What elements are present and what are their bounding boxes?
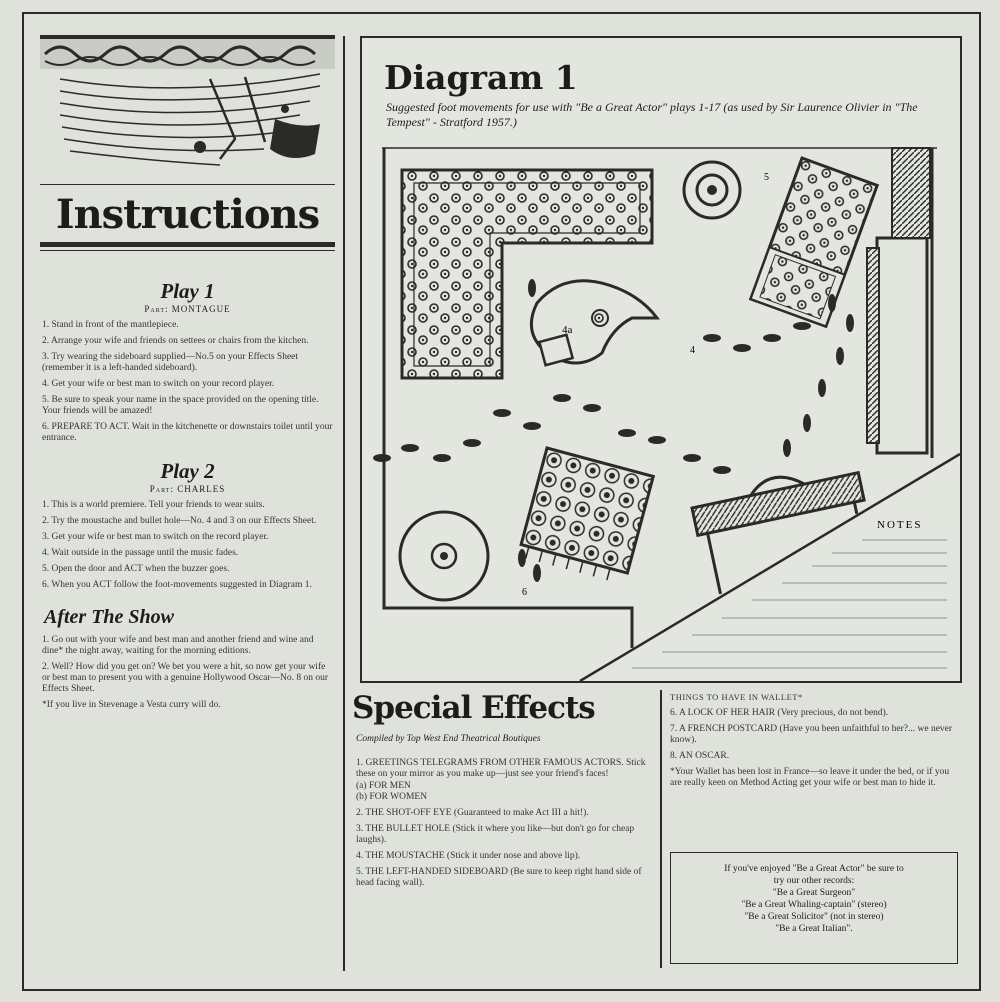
promo-line: "Be a Great Surgeon" xyxy=(772,888,856,898)
after-show-title: After The Show xyxy=(44,606,175,628)
special-effects-section xyxy=(352,690,652,894)
list-item: 1. GREETINGS TELEGRAMS FROM OTHER FAMOUS ACTORS. Stick these on your mirror as you make up—just see your friend's faces! xyxy=(356,758,646,779)
list-item: 3. THE BULLET HOLE (Stick it where you like—but don't go for cheap laughs). xyxy=(356,824,635,845)
diagram-label-6: 6 xyxy=(522,587,527,598)
promo-line: "Be a Great Whaling-captain" (stereo) xyxy=(741,900,887,910)
list-item: 4. Get your wife or best man to switch on your record player. xyxy=(42,379,275,389)
list-item: 2. THE SHOT-OFF EYE (Guaranteed to make Act III a hit!). xyxy=(356,808,589,818)
diagram-label-4a: 4a xyxy=(562,324,573,336)
title-rule xyxy=(40,242,335,251)
list-item: 1. Go out with your wife and best man and another friend and wine and dine* the night away, waiting for the morning editions. xyxy=(42,635,314,656)
wallet-section xyxy=(668,692,960,794)
list-item: 2. Try the moustache and bullet hole—No. 4 and 3 on our Effects Sheet. xyxy=(42,516,317,526)
list-item: (a) FOR MEN xyxy=(356,781,411,791)
list-item: 2. Arrange your wife and friends on settees or chairs from the kitchen. xyxy=(42,336,309,346)
curtain-illustration xyxy=(40,35,335,185)
diagram-label-5: 5 xyxy=(764,172,769,183)
list-item: 1. Stand in front of the mantlepiece. xyxy=(42,320,179,330)
footnote: *If you live in Stevenage a Vesta curry will do. xyxy=(42,700,221,710)
list-item: 6. When you ACT follow the foot-movements suggested in Diagram 1. xyxy=(42,580,312,590)
footnote: *Your Wallet has been lost in France—so leave it under the bed, or if you are really keen on Method Acting get your wife or best man to hide it. xyxy=(670,767,950,788)
list-item: 2. Well? How did you get on? We bet you were a hit, so now get your wife or best man to present you with a genuine Hollywood Oscar—No. 8 on our Effects Sheet. xyxy=(42,662,329,694)
list-item: 3. Get your wife or best man to switch on the record player. xyxy=(42,532,269,542)
promo-line: "Be a Great Italian". xyxy=(775,924,853,934)
promo-line: If you've enjoyed "Be a Great Actor" be sure to xyxy=(724,864,904,874)
list-item: 5. THE LEFT-HANDED SIDEBOARD (Be sure to keep right hand side of head facing wall). xyxy=(356,867,642,888)
list-item: 5. Open the door and ACT when the buzzer goes. xyxy=(42,564,230,574)
list-item: 4. Wait outside in the passage until the music fades. xyxy=(42,548,239,558)
diagram-label-4: 4 xyxy=(690,345,695,356)
wallet-heading: THINGS TO HAVE IN WALLET* xyxy=(670,692,803,702)
special-effects-title: Special Effects xyxy=(352,690,595,726)
play1-title: Play 1 xyxy=(160,279,215,303)
list-item: 5. Be sure to speak your name in the space provided on the opening title. Your friends will be amazed! xyxy=(42,395,319,416)
floor-plan-diagram xyxy=(362,38,960,681)
list-item: (b) FOR WOMEN xyxy=(356,792,428,802)
list-item: 3. Try wearing the sideboard supplied—No.5 on your Effects Sheet (remember it is a left-handed sideboard). xyxy=(42,352,299,373)
list-item: 1. This is a world premiere. Tell your friends to wear suits. xyxy=(42,500,265,510)
play2-title: Play 2 xyxy=(160,459,215,483)
other-records-box xyxy=(670,852,958,964)
play1-part: Part: MONTAGUE xyxy=(144,304,231,314)
column-divider-left xyxy=(343,36,345,971)
notes-title: NOTES xyxy=(877,519,923,531)
list-item: 6. A LOCK OF HER HAIR (Very precious, do not bend). xyxy=(670,708,889,718)
list-item: 4. THE MOUSTACHE (Stick it under nose and above lip). xyxy=(356,851,581,861)
play2-part: Part: CHARLES xyxy=(149,484,226,494)
promo-line: "Be a Great Solicitor" (not in stereo) xyxy=(744,912,884,922)
promo-line: try our other records: xyxy=(773,876,855,886)
instructions-column xyxy=(40,35,335,716)
list-item: 6. PREPARE TO ACT. Wait in the kitchenette or downstairs toilet until your entrance. xyxy=(42,422,333,443)
list-item: 7. A FRENCH POSTCARD (Have you been unfaithful to her?... we never know). xyxy=(670,724,953,745)
special-effects-subtitle: Compiled by Top West End Theatrical Boutiques xyxy=(356,734,541,744)
list-item: 8. AN OSCAR. xyxy=(670,751,730,761)
column-divider-right xyxy=(660,690,662,968)
instructions-title: Instructions xyxy=(55,191,320,238)
diagram-title: Diagram 1 xyxy=(384,58,578,97)
diagram-subtitle: Suggested foot movements for use with "Be a Great Actor" plays 1-17 (as used by Sir Laurence Olivier in "The Tempest" - Stratford 1957.) xyxy=(386,100,918,129)
diagram-panel xyxy=(360,36,962,683)
